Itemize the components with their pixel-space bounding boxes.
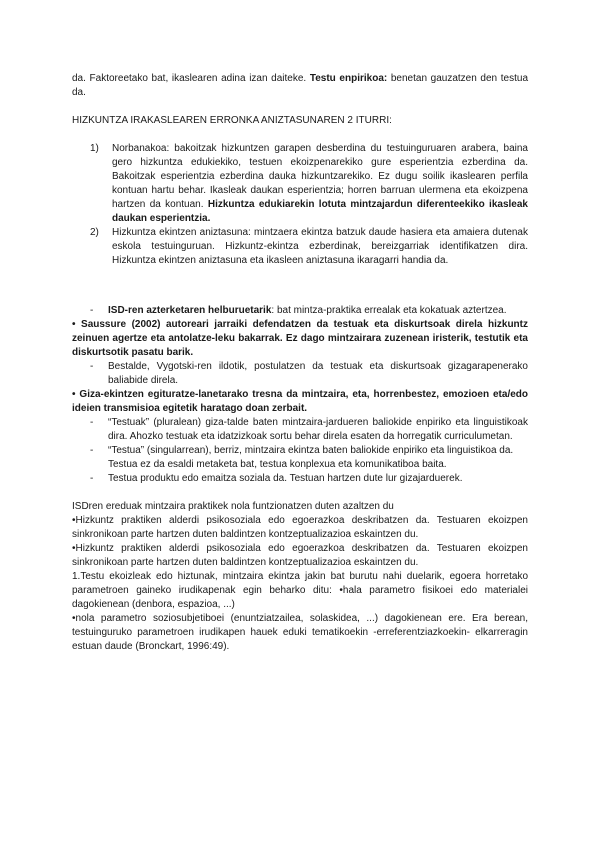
vygotski-text: Bestalde, Vygotski-ren ildotik, postulatzen da testuak eta diskurtsoak gizagarapenerako baliabide direla. [108,361,528,386]
closing-line-5: •nola parametro soziosubjetiboei (enuntziatzailea, solaskidea, ...) dagokienean ere. Era berean, testuinguruko parametroen irudikapen hauek eduki tematikoekin -erreferentziazkoekin- elkarreragin estuan daude (Bronckart, 1996:49). [72,613,528,652]
numbered-marker: 1) [90,143,99,154]
saussure-paragraph [72,318,528,360]
intro-text-1: da. Faktoreetako bat, ikaslearen adina izan daiteke. [72,73,310,84]
dash-item-text: Testua produktu edo emaitza soziala da. Testuan hartzen dute lur gizajarduerek. [108,473,463,484]
closing-line-2: •Hizkuntz praktiken alderdi psikosoziala edo egoerazkoa deskribatzen da. Testuaren ekoizpen sinkronikoan parte hartzen duten baldintzen kontzeptualizazioa eskaintzen du. [72,515,528,540]
isd-text: : bat mintza-praktika errealak eta kokatuak aztertzea. [271,305,507,316]
document-page [72,72,528,654]
intro-paragraph [72,72,528,100]
intro-bold-term: Testu enpirikoa: [309,73,388,84]
dash-marker: - [90,417,94,428]
dash-marker: - [90,361,94,372]
vygotski-item [90,360,528,388]
giza-text: Giza-ekintzen egituratze-lanetarako tresna da mintzaira, eta, horrenbestez, emozioen eta/edo ideien transmisioa egitetik haratago doan zerbait. [72,389,528,414]
numbered-item-text: Norbanakoa: bakoitzak hizkuntzen garapen desberdina du testuinguruaren arabera, baina gero hizkuntza edukiekiko, testuen ekoizpenarekiko gure esperientzia ezberdina da. Bakoitzak esperientzia ezberdina dauka hizkuntzarekiko. Ez dugu soilik ikaslearen perfila kontuan hartu behar. Ikasleak daukan esperientzia; horren barruan ulermena eta ekoizpena hartzen da kontuan. [112,143,528,210]
dash-item-text: “Testuak” (pluralean) giza-talde baten mintzaira-jardueren baliokide enpiriko eta linguistikoak dira. Ahozko testuak eta idatzizkoak sortu behar direla esaten da horregatik curriculumetan. [108,417,528,442]
closing-line-3: •Hizkuntz praktiken alderdi psikosoziala edo egoerazkoa deskribatzen da. Testuaren ekoizpen sinkronikoan parte hartzen duten baldintzen kontzeptualizazioa eskaintzen du. [72,543,528,568]
intro-text-2: benetan gauzatzen den testua da. [72,73,529,98]
dash-item-testua [90,444,528,472]
isd-body [108,304,528,318]
numbered-item-1 [90,142,528,226]
isd-item [90,304,528,318]
dash-marker: - [90,473,94,484]
numbered-item-2 [90,226,528,268]
closing-line-4: 1.Testu ekoizleak edo hiztunak, mintzaira ekintza jakin bat burutu nahi duelarik, egoera horretako parametroen gaineko irudikapenak egin beharko ditu: •hala parametro fisikoei edo materialei dagokienean (denbora, espazioa, ...) [72,571,528,610]
section-heading: HIZKUNTZA IRAKASLEAREN ERRONKA ANIZTASUNAREN 2 ITURRI: [72,115,392,126]
numbered-item-body [112,142,528,226]
saussure-text: Saussure (2002) autoreari jarraiki defendatzen da testuak eta diskurtsoak direla hizkuntz zeinuen agertze eta antolatze-leku bakarrak. Ez dago mintzairara zuzenean iristerik, testutik eta diskurtsotik pasatu barik. [72,319,528,358]
numbered-item-body [112,226,528,268]
dash-item-text: “Testua” (singularrean), berriz, mintzaira ekintza baten baliokide enpiriko eta linguistikoa da. Testua ez da esaldi metaketa bat, testua konplexua eta komunikatiboa baita. [108,445,514,470]
bullet-glyph: • [72,319,76,330]
numbered-item-text: Hizkuntza ekintzen aniztasuna: mintzaera ekintza batzuk daude hasiera eta amaiera dutenak eskola testuinguruan. Hizkuntz-ekintza ezberdinak, bereizgarriak identifikatzen dira. Hizkuntza ekintzen aniztasuna eta ikasleen aniztasuna ikaragarri handia da. [112,227,528,266]
bullet-glyph: • [72,389,76,400]
closing-line-1: ISDren ereduak mintzaira praktikek nola funtzionatzen duten azaltzen du [72,501,394,512]
dash-item-produktu [90,472,528,486]
giza-paragraph [72,388,528,416]
dash-item-testuak [90,416,528,444]
numbered-marker: 2) [90,227,99,238]
isd-bold: ISD-ren azterketaren helburuetarik [108,305,272,316]
dash-marker: - [90,305,94,316]
numbered-item-bold: Hizkuntza edukiarekin lotuta mintzajardun diferenteekiko ikasleak daukan esperientzia. [112,199,528,224]
dash-marker: - [90,445,94,456]
